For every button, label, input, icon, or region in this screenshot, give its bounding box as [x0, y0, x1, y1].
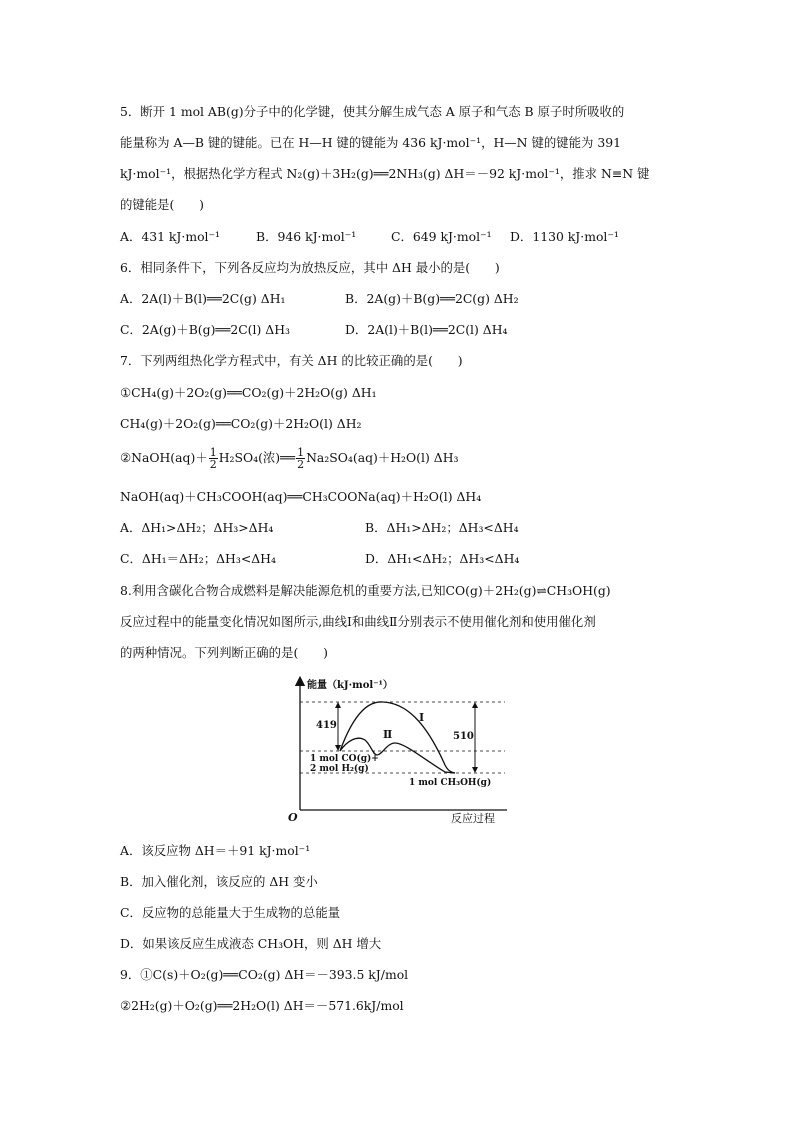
q7-eq3-part-b: H₂SO₄(浓)══ [218, 450, 296, 465]
q8-line-2: 反应过程中的能量变化情况如图所示,曲线Ⅰ和曲线Ⅱ分别表示不使用催化剂和使用催化剂 [120, 614, 596, 629]
q7-eq3-part-a: ②NaOH(aq)＋ [120, 450, 208, 465]
q7-option-a: A．ΔH₁>ΔH₂；ΔH₃>ΔH₄ [120, 520, 274, 535]
q5-line-4: 的键能是( ) [120, 197, 205, 212]
fraction-numerator: 1 [297, 446, 305, 459]
q7-equation-4: NaOH(aq)＋CH₃COOH(aq)══CH₃COONa(aq)＋H₂O(l) ΔH₄ [120, 489, 482, 504]
energy-diagram [285, 675, 545, 825]
q7-option-c: C．ΔH₁＝ΔH₂；ΔH₃<ΔH₄ [120, 551, 276, 566]
fraction-denominator: 2 [297, 458, 305, 471]
q7-stem: 7．下列两组热化学方程式中，有关 ΔH 的比较正确的是( ) [120, 353, 463, 368]
q6-option-b: B．2A(g)＋B(g)══2C(g) ΔH₂ [345, 291, 519, 306]
gap-419-label: 419 [316, 720, 337, 731]
half-fraction [296, 447, 305, 470]
q8-option-d: D．如果该反应生成液态 CH₃OH，则 ΔH 增大 [120, 936, 382, 951]
q7-equation-1: ①CH₄(g)＋2O₂(g)══CO₂(g)＋2H₂O(g) ΔH₁ [120, 385, 377, 400]
q5-line-3: kJ·mol⁻¹，根据热化学方程式 N₂(g)＋3H₂(g)══2NH₃(g) ΔH＝－92 kJ·mol⁻¹，推求 N≡N 键 [120, 166, 650, 181]
fraction-numerator: 1 [209, 446, 217, 459]
origin-label: O [288, 811, 298, 824]
q5-option-d: D．1130 kJ·mol⁻¹ [510, 229, 619, 244]
q8-line-3: 的两种情况。下列判断正确的是( ) [120, 645, 328, 660]
q6-stem: 6．相同条件下，下列各反应均为放热反应，其中 ΔH 最小的是( ) [120, 260, 500, 275]
q6-option-d: D．2A(l)＋B(l)══2C(l) ΔH₄ [345, 322, 508, 337]
q7-eq3-part-c: Na₂SO₄(aq)＋H₂O(l) ΔH₃ [306, 450, 459, 465]
curve-label-i: Ⅰ [419, 711, 425, 724]
q9-equation-2: ②2H₂(g)＋O₂(g)══2H₂O(l) ΔH＝－571.6kJ/mol [120, 998, 404, 1013]
curve-label-ii: Ⅱ [383, 728, 393, 741]
q8-option-a: A．该反应物 ΔH＝＋91 kJ·mol⁻¹ [120, 843, 311, 858]
q7-equation-3 [120, 446, 458, 470]
fraction-denominator: 2 [209, 458, 217, 471]
y-axis-label: 能量（kJ·mol⁻¹） [307, 680, 393, 691]
q5-line-2: 能量称为 A—B 键的键能。已在 H—H 键的键能为 436 kJ·mol⁻¹，H—N 键的键能为 391 [120, 135, 621, 150]
gap-510-label: 510 [453, 731, 474, 742]
q7-option-d: D．ΔH₁<ΔH₂；ΔH₃<ΔH₄ [365, 551, 520, 566]
q7-equation-2: CH₄(g)＋2O₂(g)══CO₂(g)＋2H₂O(l) ΔH₂ [120, 416, 362, 431]
q8-line-1: 8.利用含碳化合物合成燃料是解决能源危机的重要方法,已知CO(g)＋2H₂(g)⇌CH₃OH(g) [120, 583, 611, 598]
q9-equation-1: 9．①C(s)＋O₂(g)══CO₂(g) ΔH＝－393.5 kJ/mol [120, 967, 409, 982]
q5-option-b: B．946 kJ·mol⁻¹ [256, 229, 357, 244]
q8-option-b: B．加入催化剂，该反应的 ΔH 变小 [120, 874, 318, 889]
q5-option-c: C．649 kJ·mol⁻¹ [391, 229, 492, 244]
x-axis-label: 反应过程 [451, 812, 495, 825]
product-label: 1 mol CH₃OH(g) [409, 778, 492, 788]
q6-option-a: A．2A(l)＋B(l)══2C(g) ΔH₁ [120, 291, 286, 306]
q6-option-c: C．2A(g)＋B(g)══2C(l) ΔH₃ [120, 322, 290, 337]
q8-option-c: C．反应物的总能量大于生成物的总能量 [120, 905, 341, 920]
q5-line-1: 5．断开 1 mol AB(g)分子中的化学键，使其分解生成气态 A 原子和气态 B 原子时所吸收的 [120, 104, 625, 119]
q7-option-b: B．ΔH₁>ΔH₂；ΔH₃<ΔH₄ [365, 520, 519, 535]
reactant-label-line-2: 2 mol H₂(g) [310, 764, 369, 774]
half-fraction [209, 447, 218, 470]
q5-option-a: A．431 kJ·mol⁻¹ [120, 229, 221, 244]
reactant-label-line-1: 1 mol CO(g)+ [310, 754, 379, 764]
